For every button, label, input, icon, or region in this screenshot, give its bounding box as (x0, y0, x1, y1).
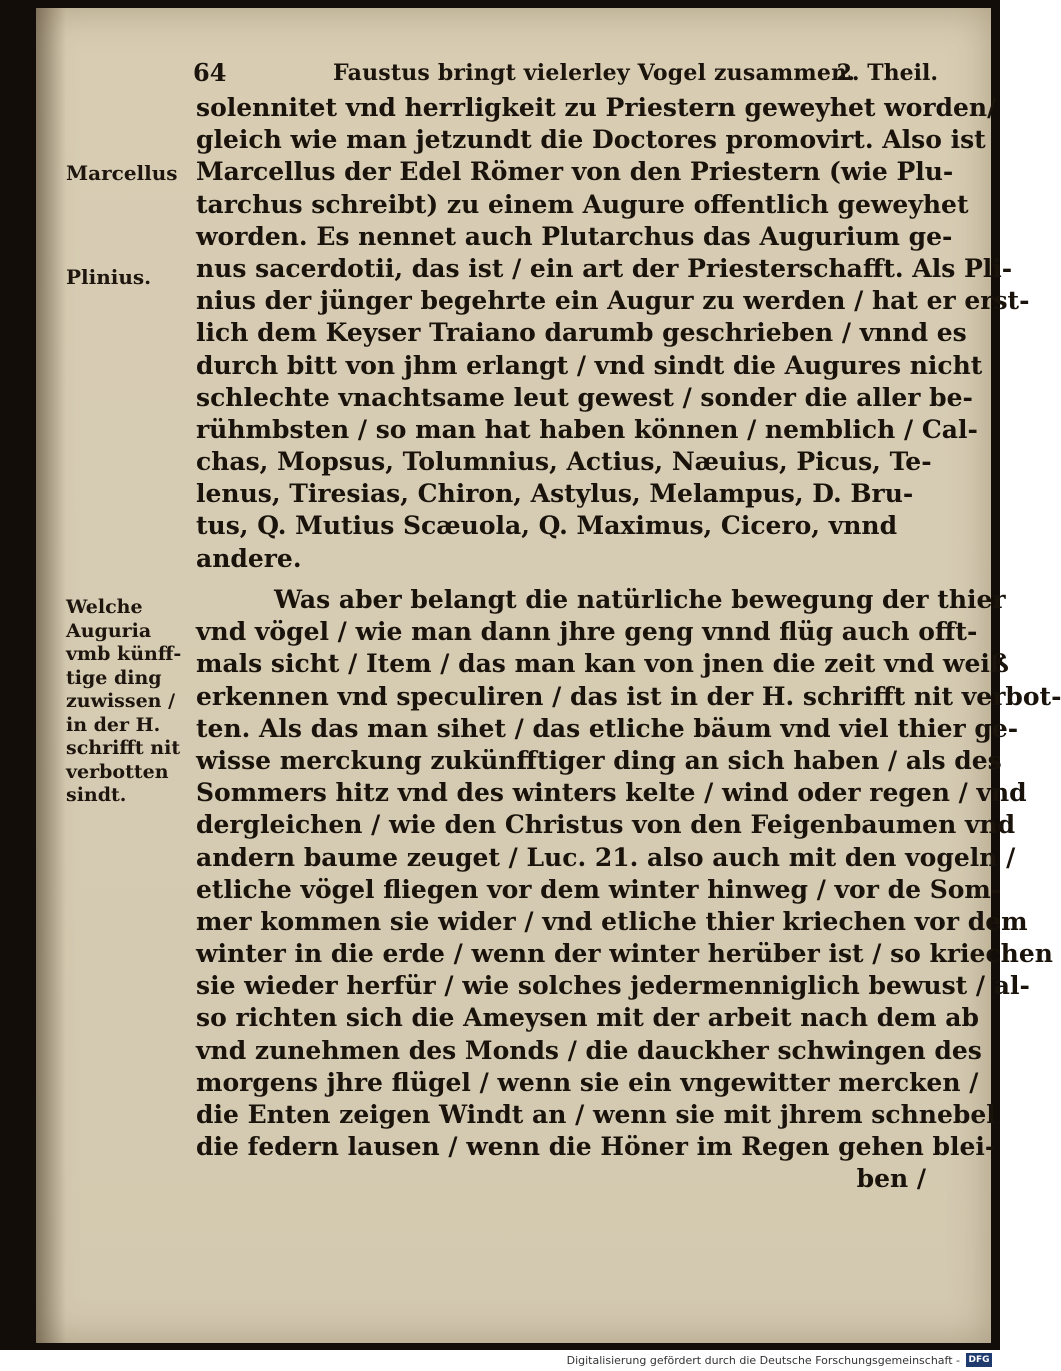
text-line: Was aber belangt die natürliche bewegung der thier (274, 585, 1006, 614)
text-line: worden. Es nennet auch Plutarchus das Augurium ge- (196, 221, 953, 251)
text-line: andern baume zeuget / Luc. 21. also auch mit den vogeln / (196, 842, 1016, 872)
text-line: mals sicht / Item / das man kan von jnen die zeit vnd weiß (196, 649, 1009, 679)
text-line: erkennen vnd speculiren / das ist in der H. schrifft nit verbot- (196, 681, 1061, 711)
text-line: gleich wie man jetzundt die Doctores promovirt. Also ist (196, 125, 986, 155)
text-line: schlechte vnachtsame leut gewest / sonder die aller be- (196, 382, 973, 412)
marginal-note-marcellus (66, 162, 196, 186)
text-line: etliche vögel fliegen vor dem winter hinweg / vor de Som- (196, 874, 1002, 904)
running-title: Faustus bringt vielerley Vogel zusammen. (333, 60, 856, 86)
part-label: 2. Theil. (836, 60, 938, 86)
text-line: rühmbsten / so man hat haben können / nemblich / Cal- (196, 414, 978, 444)
text-line: Marcellus der Edel Römer von den Priestern (wie Plu- (196, 157, 954, 187)
digitization-footer (0, 1350, 1000, 1371)
text-line: mer kommen sie wider / vnd etliche thier kriechen vor dem (196, 906, 1028, 936)
text-line: die Enten zeigen Windt an / wenn sie mit jhrem schnebel (196, 1100, 996, 1129)
text-line: sie wieder herfür / wie solches jedermenniglich bewust / al- (196, 971, 1030, 1001)
marginal-line: Marcellus (66, 161, 178, 185)
text-line: lenus, Tiresias, Chiron, Astylus, Melampus, D. Bru- (196, 479, 914, 509)
text-line: morgens jhre flügel / wenn sie ein vngewitter mercken / (196, 1067, 979, 1097)
text-line: nius der jünger begehrte ein Augur zu werden / hat er erst- (196, 286, 1030, 316)
text-line: durch bitt von jhm erlangt / vnd sindt die Augures nicht (196, 350, 983, 380)
marginal-note-plinius (66, 266, 196, 290)
text-line: lich dem Keyser Traiano darumb geschrieben / vnnd es (196, 318, 967, 348)
text-line: vnd zunehmen des Monds / die dauckher schwingen des (196, 1035, 982, 1065)
text-line: chas, Mopsus, Tolumnius, Actius, Næuius, Picus, Te- (196, 447, 932, 477)
paragraph-2 (196, 584, 1061, 1196)
paragraph-1 (196, 92, 1030, 575)
footer-credit-text: Digitalisierung gefördert durch die Deutsche Forschungsgemeinschaft - (566, 1354, 960, 1367)
marginal-line: zuwissen / (66, 690, 176, 712)
text-line: vnd vögel / wie man dann jhre geng vnnd flüg auch offt- (196, 617, 978, 647)
page-number: 64 (193, 58, 227, 87)
marginal-line: Auguria (66, 619, 152, 642)
marginal-line: sindt. (66, 784, 127, 806)
marginal-line: schrifft nit (66, 737, 181, 759)
marginal-line: Plinius. (66, 265, 152, 289)
text-line: wisse merckung zukünfftiger ding an sich haben / als des (196, 745, 1002, 775)
marginal-line: Welche (66, 596, 143, 618)
text-line: tarchus schreibt) zu einem Augure offentlich geweyhet (196, 189, 969, 219)
text-line: nus sacerdotii, das ist / ein art der Priesterschafft. Als Pli- (196, 253, 1013, 283)
text-line: ten. Als das man sihet / das etliche bäum vnd viel thier ge- (196, 713, 1019, 743)
marginal-line: tige ding (66, 666, 162, 689)
marginal-note-welche-auguria (66, 596, 196, 808)
spine-shadow (36, 8, 66, 1343)
text-line: die federn lausen / wenn die Höner im Regen gehen blei- (196, 1132, 996, 1162)
page-header (193, 52, 938, 92)
text-line: Sommers hitz vnd des winters kelte / wind oder regen / vnd (196, 778, 1027, 808)
marginal-line: in der H. (66, 713, 161, 736)
text-line: so richten sich die Ameysen mit der arbeit nach dem ab (196, 1003, 979, 1033)
text-line: andere. (196, 543, 302, 573)
catchword: ben / (856, 1164, 926, 1194)
text-line: tus, Q. Mutius Scæuola, Q. Maximus, Cicero, vnnd (196, 511, 898, 541)
marginal-line: vmb künff- (66, 643, 182, 665)
text-line: solennitet vnd herrligkeit zu Priestern geweyhet worden/ (196, 93, 997, 122)
marginal-line: verbotten (66, 760, 169, 783)
dfg-logo: DFG (966, 1353, 992, 1367)
text-line: dergleichen / wie den Christus von den Feigenbaumen vnd (196, 810, 1016, 840)
text-line: winter in die erde / wenn der winter herüber ist / so kriechen (196, 939, 1053, 969)
